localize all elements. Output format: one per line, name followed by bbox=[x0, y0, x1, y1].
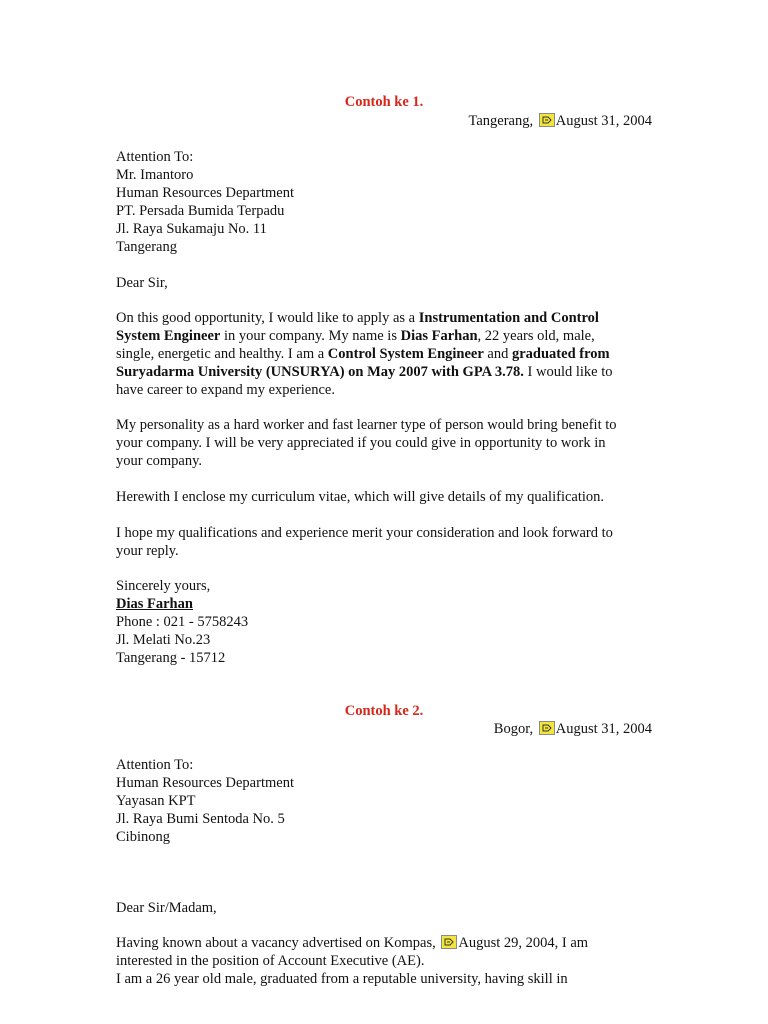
memo-pencil-icon[interactable] bbox=[539, 721, 555, 735]
letter1-date: August 31, 2004 bbox=[555, 113, 652, 129]
contact-line: Jl. Melati No.23 bbox=[116, 632, 211, 648]
memo-pencil-icon[interactable] bbox=[539, 113, 555, 127]
text-run: Having known about a vacancy advertised on Kompas, bbox=[116, 935, 440, 951]
text-line: I am a 26 year old male, graduated from a reputable university, having skill in bbox=[116, 971, 568, 987]
closing: Sincerely yours, bbox=[116, 578, 211, 594]
text-run: August 29, 2004, I am bbox=[458, 935, 589, 951]
text-run-bold: Control System Engineer bbox=[327, 346, 484, 362]
letter2-date: August 31, 2004 bbox=[555, 721, 652, 737]
signature-name: Dias Farhan bbox=[116, 596, 193, 612]
letter1-salutation: Dear Sir, bbox=[116, 275, 168, 291]
letter2-address bbox=[116, 756, 656, 846]
address-line: Jl. Raya Sukamaju No. 11 bbox=[116, 221, 267, 237]
letter1-closing-block bbox=[116, 577, 656, 667]
text-run-bold: System Engineer bbox=[116, 328, 221, 344]
text-run-bold: Dias Farhan bbox=[400, 328, 478, 344]
text-run: in your company. My name is bbox=[220, 328, 401, 344]
text-line: interested in the position of Account Executive (AE). bbox=[116, 953, 425, 969]
text-run: have career to expand my experience. bbox=[116, 382, 335, 398]
text-line: your company. bbox=[116, 453, 203, 469]
text-run-bold: graduated from bbox=[511, 346, 610, 362]
letter1-date-city: Tangerang, bbox=[468, 113, 534, 129]
text-run: On this good opportunity, I would like to apply as a bbox=[116, 310, 419, 326]
letter2-heading: Contoh ke 2. bbox=[344, 703, 424, 719]
letter2-body bbox=[116, 934, 656, 988]
text-run: and bbox=[483, 346, 512, 362]
address-line: Human Resources Department bbox=[116, 185, 294, 201]
text-run: single, energetic and healthy. I am a bbox=[116, 346, 328, 362]
letter1-address bbox=[116, 148, 656, 256]
address-line: PT. Persada Bumida Terpadu bbox=[116, 203, 285, 219]
text-line: Herewith I enclose my curriculum vitae, which will give details of my qualification. bbox=[116, 489, 605, 505]
letter1-paragraph-2 bbox=[116, 416, 656, 470]
text-run: , 22 years old, male, bbox=[477, 328, 595, 344]
letter2-salutation: Dear Sir/Madam, bbox=[116, 900, 217, 916]
text-run-bold: Suryadarma University (UNSURYA) on May 2007 with GPA 3.78. bbox=[116, 364, 524, 380]
text-line: My personality as a hard worker and fast learner type of person would bring benefit to bbox=[116, 417, 617, 433]
text-run: I would like to bbox=[523, 364, 613, 380]
memo-pencil-icon[interactable] bbox=[441, 935, 457, 949]
address-line: Yayasan KPT bbox=[116, 793, 196, 809]
text-line: your company. I will be very appreciated if you could give in opportunity to work in bbox=[116, 435, 606, 451]
address-line: Attention To: bbox=[116, 757, 194, 773]
address-line: Attention To: bbox=[116, 149, 194, 165]
address-line: Mr. Imantoro bbox=[116, 167, 194, 183]
letter1-paragraph-4 bbox=[116, 524, 656, 560]
text-run-bold: Instrumentation and Control bbox=[418, 310, 599, 326]
letter1-dateline bbox=[468, 113, 652, 130]
contact-line: Phone : 021 - 5758243 bbox=[116, 614, 249, 630]
text-line: I hope my qualifications and experience merit your consideration and look forward to bbox=[116, 525, 613, 541]
letter1-heading: Contoh ke 1. bbox=[344, 94, 424, 110]
address-line: Human Resources Department bbox=[116, 775, 294, 791]
letter1-paragraph-1 bbox=[116, 309, 656, 399]
address-line: Cibinong bbox=[116, 829, 170, 845]
address-line: Jl. Raya Bumi Sentoda No. 5 bbox=[116, 811, 285, 827]
letter2-date-city: Bogor, bbox=[493, 721, 534, 737]
address-line: Tangerang bbox=[116, 239, 177, 255]
letter1-paragraph-3 bbox=[116, 488, 656, 506]
contact-line: Tangerang - 15712 bbox=[116, 650, 226, 666]
text-line: your reply. bbox=[116, 543, 179, 559]
letter2-dateline bbox=[494, 721, 652, 738]
